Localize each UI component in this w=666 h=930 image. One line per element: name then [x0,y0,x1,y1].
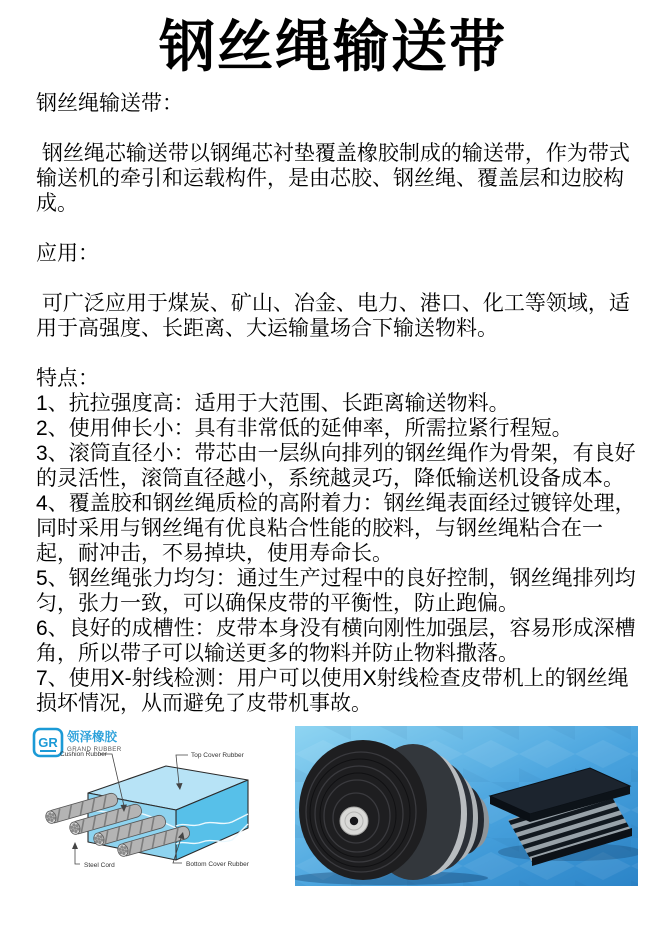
bottom-cover-rubber-label: Bottom Cover Rubber [186,861,249,868]
application-heading: 应用： [36,242,99,265]
intro-paragraph: 钢丝绳芯输送带以钢绳芯衬垫覆盖橡胶制成的输送带，作为带式输送机的牵引和运载构件，是由芯胶、钢丝绳、覆盖层和边胶构成。 [36,142,630,215]
feature-item: 4、覆盖胶和钢丝绳质检的高附着力：钢丝绳表面经过镀锌处理，同时采用与钢丝绳有优良粘合性能的胶料，与钢丝绳粘合在一起，耐冲击，不易掉块，使用寿命长。 [36,492,636,565]
application-paragraph: 可广泛应用于煤炭、矿山、冶金、电力、港口、化工等领域，适用于高强度、长距离、大运输量场合下输送物料。 [36,292,630,340]
feature-item: 2、使用伸长小：具有非常低的延伸率，所需拉紧行程短。 [36,417,573,440]
feature-item: 7、使用X-射线检测：用户可以使用X射线检查皮带机上的钢丝绳损坏情况，从而避免了皮带机事故。 [36,667,629,715]
logo-company-name-en: GRAND RUBBER [67,746,122,753]
feature-item: 6、良好的成槽性：皮带本身没有横向刚性加强层，容易形成深槽角，所以带子可以输送更多的物料并防止物料撒落。 [36,617,636,665]
belt-structure-diagram-image [30,726,283,886]
features-heading: 特点： [36,367,99,390]
cushion-rubber-label: Cushion Rubber [60,751,107,758]
page-title: 钢丝绳输送带 [159,15,507,78]
feature-item: 5、钢丝绳张力均匀：通过生产过程中的良好控制，钢丝绳排列均匀，张力一致，可以确保皮带的平衡性，防止跑偏。 [36,567,636,615]
conveyor-belt-photo [295,726,638,886]
logo-company-name: 领泽橡胶 [67,730,118,744]
logo-monogram: GR [38,735,58,750]
top-cover-rubber-label: Top Cover Rubber [191,752,244,759]
article-body [0,66,666,716]
feature-item: 1、抗拉强度高：适用于大范围、长距离输送物料。 [36,392,510,415]
images-row [0,726,666,886]
feature-item: 3、滚筒直径小：带芯由一层纵向排列的钢丝绳作为骨架，有良好的灵活性，滚筒直径越小，系统越灵巧，降低输送机设备成本。 [36,442,636,490]
steel-cord-label: Steel Cord [84,862,115,869]
intro-heading: 钢丝绳输送带： [36,92,183,115]
